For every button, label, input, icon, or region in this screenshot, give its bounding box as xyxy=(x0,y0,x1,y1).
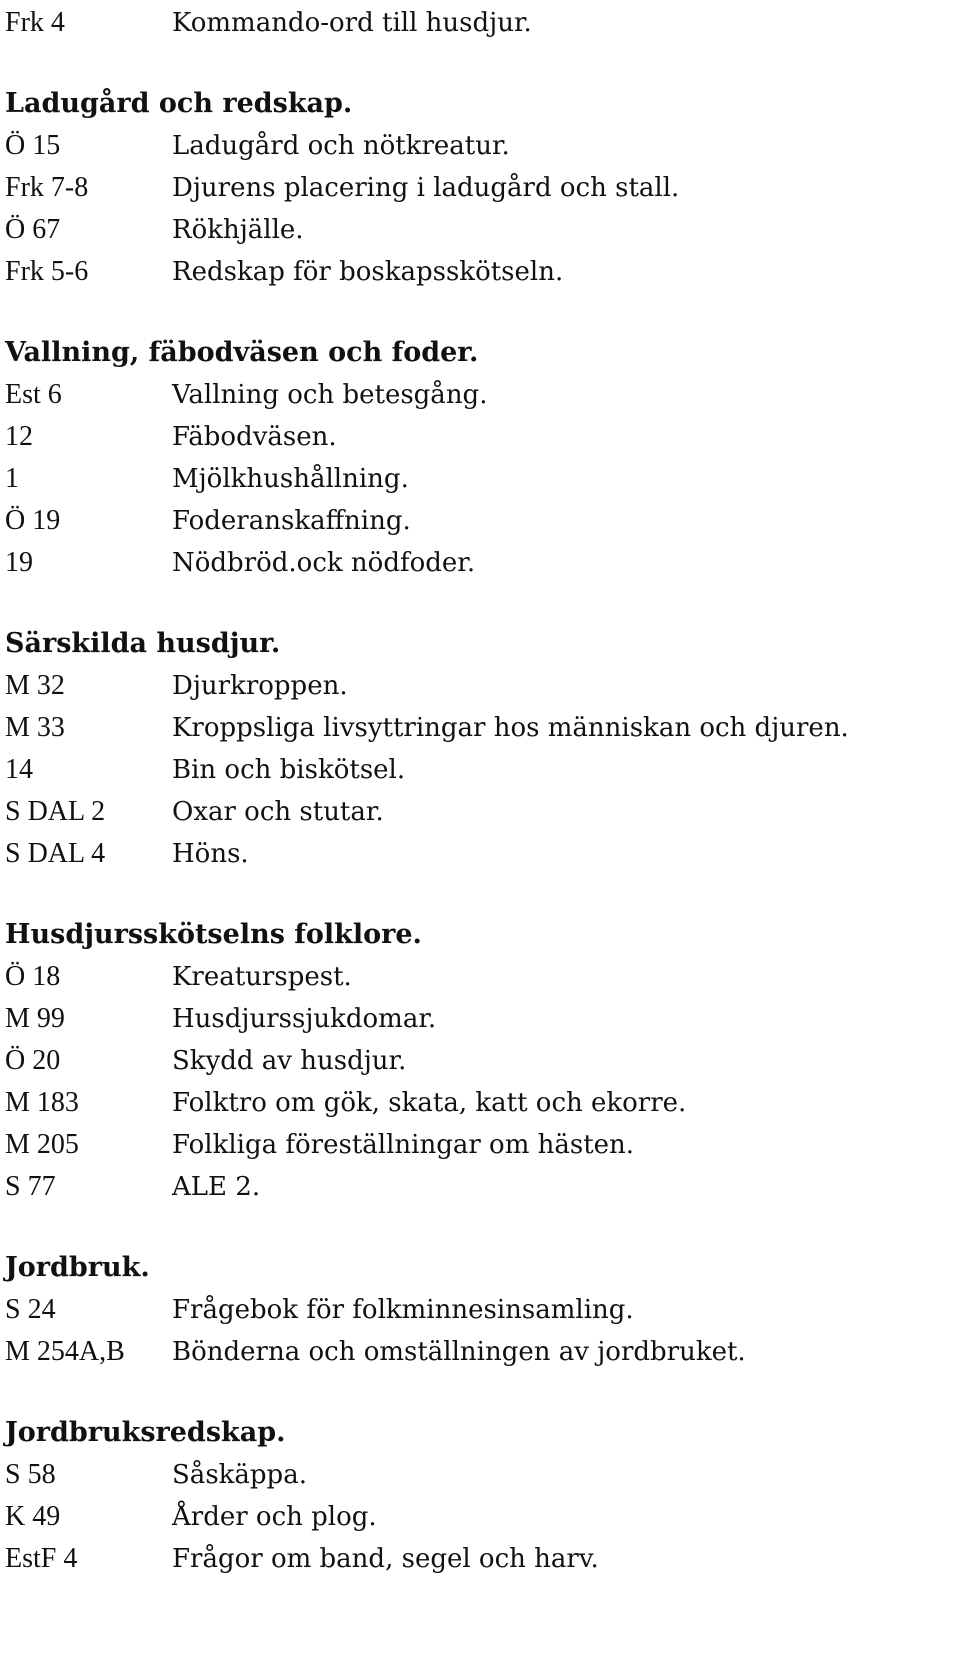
list-item xyxy=(5,416,955,458)
list-item xyxy=(5,374,955,416)
item-code: M 183 xyxy=(5,1087,79,1118)
list-item xyxy=(5,1331,955,1373)
item-title: Kroppsliga livsyttringar hos människan och djuren. xyxy=(172,713,849,743)
item-title: Redskap för boskapsskötseln. xyxy=(172,257,564,287)
item-title: Vallning och betesgång. xyxy=(172,380,488,410)
item-code: 12 xyxy=(5,421,33,452)
item-title: Ladugård och nötkreatur. xyxy=(172,131,510,161)
item-code: Ö 18 xyxy=(5,961,61,992)
item-code: M 32 xyxy=(5,670,65,701)
item-title: Kommando-ord till husdjur. xyxy=(172,8,532,38)
list-item-intro xyxy=(5,2,955,44)
list-item xyxy=(5,458,955,500)
list-item xyxy=(5,665,955,707)
item-code: S 58 xyxy=(5,1459,56,1490)
list-item xyxy=(5,1496,955,1538)
list-item xyxy=(5,1040,955,1082)
item-code: S 24 xyxy=(5,1294,56,1325)
list-item xyxy=(5,707,955,749)
item-title: Husdjurssjukdomar. xyxy=(172,1004,437,1034)
list-item xyxy=(5,542,955,584)
item-title: Oxar och stutar. xyxy=(172,797,384,827)
list-item xyxy=(5,1124,955,1166)
list-item xyxy=(5,209,955,251)
item-code: S DAL 4 xyxy=(5,838,106,869)
item-code: S 77 xyxy=(5,1171,56,1202)
item-code: EstF 4 xyxy=(5,1543,78,1574)
section xyxy=(5,83,955,293)
questionnaire-list xyxy=(5,0,955,1580)
list-item xyxy=(5,998,955,1040)
item-title: Folkliga föreställningar om hästen. xyxy=(172,1130,635,1160)
section-heading: Jordbruksredskap. xyxy=(5,1417,286,1448)
item-title: Bin och biskötsel. xyxy=(172,755,406,785)
item-code: 14 xyxy=(5,754,33,785)
item-code: 1 xyxy=(5,463,19,494)
section xyxy=(5,623,955,875)
item-title: Mjölkhushållning. xyxy=(172,464,409,494)
item-code: Ö 15 xyxy=(5,130,61,161)
section xyxy=(5,332,955,584)
item-code: K 49 xyxy=(5,1501,61,1532)
list-item xyxy=(5,1454,955,1496)
list-item xyxy=(5,125,955,167)
section-heading: Husdjursskötselns folklore. xyxy=(5,919,422,950)
item-code: Ö 20 xyxy=(5,1045,61,1076)
list-item xyxy=(5,833,955,875)
list-item xyxy=(5,1538,955,1580)
list-item xyxy=(5,167,955,209)
item-code: S DAL 2 xyxy=(5,796,106,827)
item-code: M 254A,B xyxy=(5,1336,125,1367)
section-heading: Vallning, fäbodväsen och foder. xyxy=(5,337,479,368)
item-code: Est 6 xyxy=(5,379,62,410)
item-title: Kreaturspest. xyxy=(172,962,352,992)
item-code: Frk 4 xyxy=(5,7,65,38)
item-title: Rökhjälle. xyxy=(172,215,304,245)
item-title: Frågebok för folkminnesinsamling. xyxy=(172,1295,634,1325)
item-title: Höns. xyxy=(172,839,249,869)
item-code: Ö 19 xyxy=(5,505,61,536)
item-code: Frk 5-6 xyxy=(5,256,89,287)
section xyxy=(5,1247,955,1373)
list-item xyxy=(5,791,955,833)
section-heading: Jordbruk. xyxy=(5,1252,150,1283)
list-item xyxy=(5,500,955,542)
list-item xyxy=(5,1166,955,1208)
item-title: Såskäppa. xyxy=(172,1460,307,1490)
item-title: Nödbröd.ock nödfoder. xyxy=(172,548,476,578)
item-code: M 205 xyxy=(5,1129,79,1160)
section xyxy=(5,914,955,1208)
item-title: Folktro om gök, skata, katt och ekorre. xyxy=(172,1088,687,1118)
list-item xyxy=(5,1082,955,1124)
item-title: Årder och plog. xyxy=(172,1502,377,1532)
section-heading: Särskilda husdjur. xyxy=(5,628,281,659)
list-item xyxy=(5,956,955,998)
list-item xyxy=(5,251,955,293)
item-code: M 33 xyxy=(5,712,65,743)
list-item xyxy=(5,1289,955,1331)
item-title: Djurens placering i ladugård och stall. xyxy=(172,173,680,203)
item-code: 19 xyxy=(5,547,33,578)
item-code: M 99 xyxy=(5,1003,65,1034)
item-title: Bönderna och omställningen av jordbruket. xyxy=(172,1337,746,1367)
item-title: Djurkroppen. xyxy=(172,671,348,701)
item-title: ALE 2. xyxy=(172,1172,261,1202)
item-title: Skydd av husdjur. xyxy=(172,1046,407,1076)
item-title: Frågor om band, segel och harv. xyxy=(172,1544,599,1574)
item-code: Frk 7-8 xyxy=(5,172,89,203)
section xyxy=(5,1412,955,1580)
list-item xyxy=(5,749,955,791)
item-title: Foderanskaffning. xyxy=(172,506,411,536)
item-code: Ö 67 xyxy=(5,214,61,245)
sections-container xyxy=(5,83,955,1580)
item-title: Fäbodväsen. xyxy=(172,422,337,452)
section-heading: Ladugård och redskap. xyxy=(5,88,353,119)
